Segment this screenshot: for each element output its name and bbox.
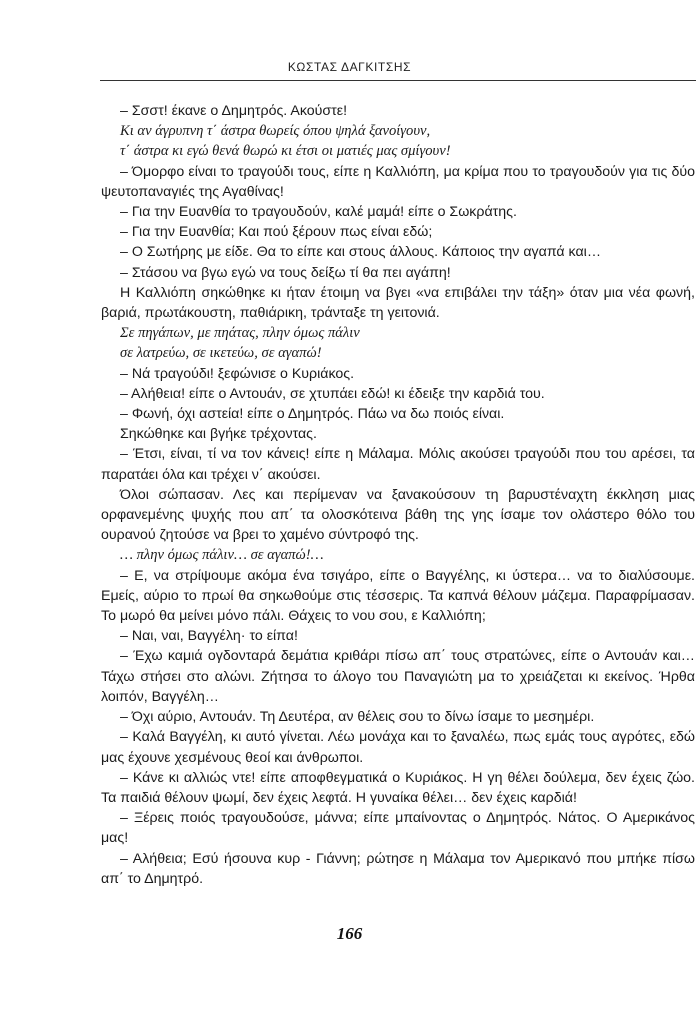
page-number: 166	[336, 924, 363, 943]
paragraph: – Αλήθεια; Εσύ ήσουνα κυρ - Γιάννη; ρώτησε η Μάλαμα τον Αμερικανό που μπήκε πίσω απ΄ το Δημητρό.	[101, 850, 695, 887]
paragraph: – Όμορφο είναι το τραγούδι τους, είπε η Καλλιόπη, μα κρίμα που το τραγουδούν για τις δύο ψευτοπαναγιές της Αγαθίνας!	[101, 163, 695, 200]
paragraph: – Όχι αύριο, Αντουάν. Τη Δευτέρα, αν θέλεις σου το δίνω ίσαμε το μεσημέρι.	[120, 709, 595, 726]
paragraph: – Ξέρεις ποιός τραγουδούσε, μάννα; είπε μπαίνοντας ο Δημητρός. Νάτος. Ο Αμερικάνος μας!	[101, 810, 695, 847]
paragraph: Σηκώθηκε και βγήκε τρέχοντας.	[120, 426, 317, 443]
paragraph: – Αλήθεια! είπε ο Αντουάν, σε χτυπάει εδώ! κι έδειξε την καρδιά του.	[120, 385, 545, 402]
song-verse-line: Κι αν άγρυπνη τ΄ άστρα θωρείς όπου ψηλά ξανοίγουν,	[120, 123, 431, 140]
paragraph: – Φωνή, όχι αστεία! είπε ο Δημητρός. Πάω να δω ποιός είναι.	[120, 406, 505, 423]
body-text	[101, 101, 695, 889]
paragraph: – Νά τραγούδι! ξεφώνισε ο Κυριάκος.	[120, 365, 355, 382]
song-verse-line: σε λατρεύω, σε ικετεύω, σε αγαπώ!	[120, 345, 322, 362]
paragraph: – Για την Ευανθία το τραγουδούν, καλέ μαμά! είπε ο Σωκράτης.	[120, 204, 517, 221]
paragraph: Όλοι σώπασαν. Λες και περίμεναν να ξανακούσουν τη βαρυστέναχτη έκκληση μιας ορφανεμένης ψυχής που απ΄ τα ολοσκότεινα βάθη της γης ίσαμε τον ολάστερο θόλο του ουρανού ζητούσε να βρει το χαμένο σύντροφό της.	[101, 486, 695, 544]
paragraph: – Κάνε κι αλλιώς ντε! είπε αποφθεγματικά ο Κυριάκος. Η γη θέλει δούλεμα, δεν έχεις ζώο. Τα παιδιά θέλουν ψωμί, δεν έχεις λεφτά. Η γυναίκα θέλει… δεν έχεις καρδιά!	[101, 769, 695, 806]
paragraph: – Για την Ευανθία; Και πού ξέρουν πως είναι εδώ;	[120, 224, 433, 241]
paragraph: – Ε, να στρίψουμε ακόμα ένα τσιγάρο, είπε ο Βαγγέλης, κι ύστερα… να το διαλύσουμε. Εμείς, αύριο το πρωί θα σηκωθούμε στις τέσσερις. Τα καπνά θέλουν μάζεμα. Παραφρίμασαν. Το μωρό θα μείνει μόνο πάλι. Θάχεις το νου σου, ε Καλλιόπη;	[101, 567, 695, 625]
running-header: ΚΩΣΤΑΣ ΔΑΓΚΙΤΣΗΣ	[287, 60, 412, 74]
paragraph: – Ο Σωτήρης με είδε. Θα το είπε και στους άλλους. Κάποιος την αγαπά και…	[120, 244, 602, 261]
header-rule	[100, 80, 696, 81]
paragraph: – Σσστ! έκανε ο Δημητρός. Ακούστε!	[120, 103, 348, 119]
song-verse-line: … πλην όμως πάλιν… σε αγαπώ!…	[120, 547, 324, 564]
paragraph: Η Καλλιόπη σηκώθηκε κι ήταν έτοιμη να βγει «να επιβάλει την τάξη» όταν μια νέα φωνή, βαριά, πρωτάκουστη, παθιάρικη, τράνταξε τη γειτονιά.	[101, 284, 695, 322]
paragraph: – Έτσι, είναι, τί να τον κάνεις! είπε η Μάλαμα. Μόλις ακούσει τραγούδι που του αρέσει, τα παρατάει όλα και τρέχει ν΄ ακούσει.	[101, 446, 695, 483]
paragraph: – Έχω καμιά ογδονταρά δεμάτια κριθάρι πίσω απ΄ τους στρατώνες, είπε ο Αντουάν και… Τάχω στήσει στο αλώνι. Ζήτησα το άλογο του Παναγιώτη μα το χρειάζεται κι εκείνος. Ήρθα λοιπόν, Βαγγέλη…	[101, 648, 695, 705]
paragraph: – Ναι, ναι, Βαγγέλη· το είπα!	[120, 628, 298, 645]
paragraph: – Καλά Βαγγέλη, κι αυτό γίνεται. Λέω μονάχα και το ξαναλέω, πως εμάς τους αγρότες, εδώ μας έχουνε χεσμένους θεοί και άνθρωποι.	[101, 729, 695, 766]
song-verse-line: Σε πηγάπων, με πηάτας, πλην όμως πάλιν	[120, 325, 360, 342]
song-verse-line: τ΄ άστρα κι εγώ θενά θωρώ κι έτσι οι ματιές μας σμίγουν!	[120, 143, 451, 160]
paragraph: – Στάσου να βγω εγώ να τους δείξω τί θα πει αγάπη!	[120, 264, 451, 281]
